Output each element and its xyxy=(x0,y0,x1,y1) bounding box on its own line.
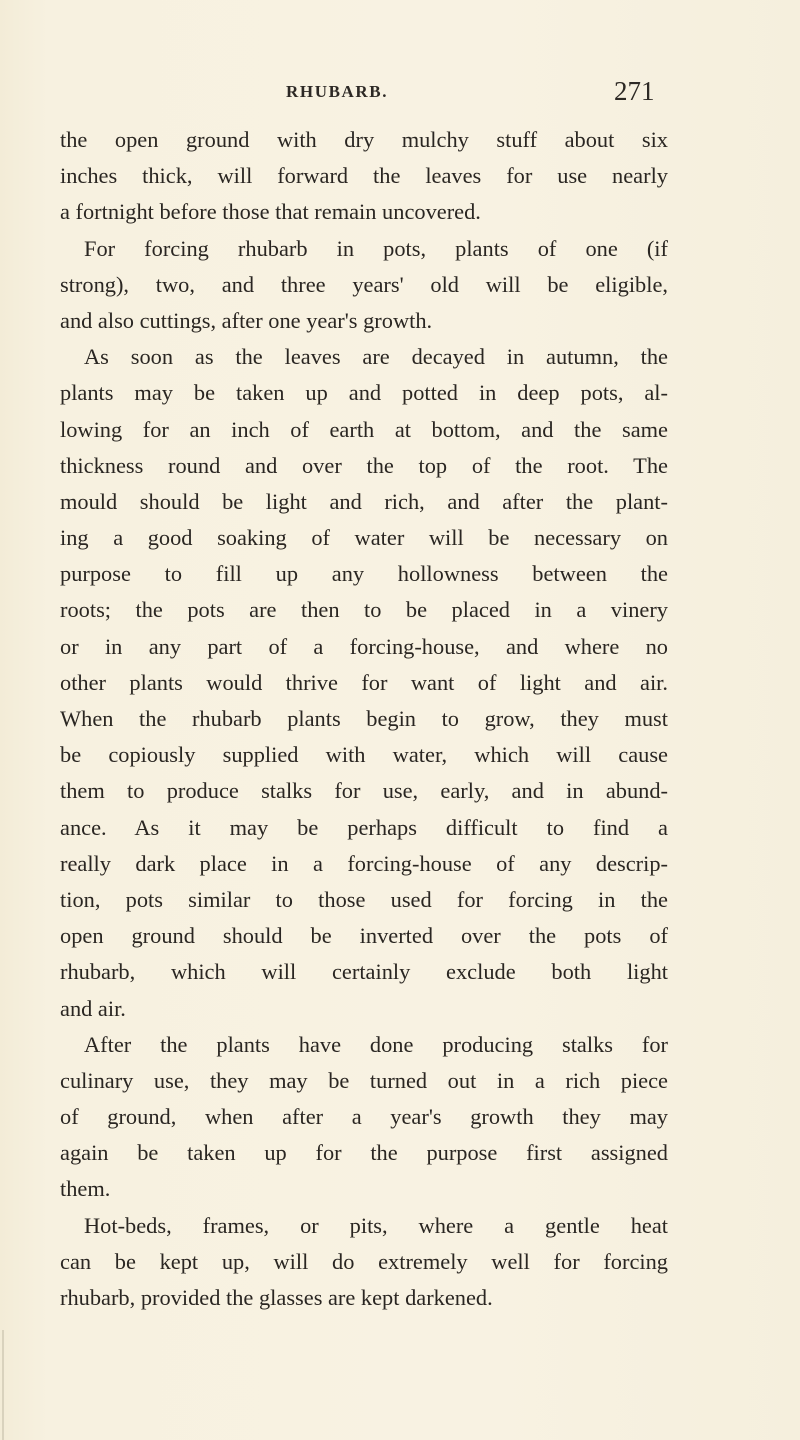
text-line: again be taken up for the purpose first assigned xyxy=(60,1140,668,1166)
text-line: tion, pots similar to those used for forcing in the xyxy=(60,886,668,912)
text-line: roots; the pots are then to be placed in a vinery xyxy=(60,597,668,623)
body-text xyxy=(60,122,668,1316)
text-line: culinary use, they may be turned out in a rich piece xyxy=(60,1067,668,1093)
running-head: RHUBARB. xyxy=(286,82,389,101)
text-line: purpose to fill up any hollowness between the xyxy=(60,561,668,587)
text-line: really dark place in a forcing-house of any descrip- xyxy=(60,850,668,876)
text-line: them to produce stalks for use, early, and in abund- xyxy=(60,778,668,804)
text-line: For forcing rhubarb in pots, plants of one (if xyxy=(84,235,668,261)
text-line: and air. xyxy=(60,995,126,1021)
text-line: After the plants have done producing stalks for xyxy=(84,1031,668,1057)
text-line: inches thick, will forward the leaves for use nearly xyxy=(60,163,668,189)
text-line: other plants would thrive for want of light and air. xyxy=(60,669,668,695)
text-line: rhubarb, which will certainly exclude both light xyxy=(60,959,668,985)
text-line: ance. As it may be perhaps difficult to find a xyxy=(60,814,668,840)
text-line: thickness round and over the top of the root. The xyxy=(60,452,668,478)
text-line: them. xyxy=(60,1176,111,1202)
page-edge-mark xyxy=(2,1330,4,1440)
text-line: Hot-beds, frames, or pits, where a gentle heat xyxy=(84,1212,668,1238)
text-line: be copiously supplied with water, which will cause xyxy=(60,742,668,768)
text-line: plants may be taken up and potted in deep pots, al- xyxy=(60,380,668,406)
text-line: or in any part of a forcing-house, and where no xyxy=(60,633,668,659)
text-line: ing a good soaking of water will be necessary on xyxy=(60,525,668,551)
text-line: When the rhubarb plants begin to grow, they must xyxy=(60,706,668,731)
page-number: 271 xyxy=(614,76,655,106)
text-line: can be kept up, will do extremely well for forcing xyxy=(60,1248,668,1274)
text-line: the open ground with dry mulchy stuff about six xyxy=(60,127,668,152)
text-line: and also cuttings, after one year's growth. xyxy=(60,307,433,333)
text-line: strong), two, and three years' old will be eligible, xyxy=(60,271,668,297)
text-line: open ground should be inverted over the pots of xyxy=(60,923,668,949)
text-line: a fortnight before those that remain uncovered. xyxy=(60,199,481,225)
text-line: of ground, when after a year's growth they may xyxy=(60,1104,668,1130)
text-line: As soon as the leaves are decayed in autumn, the xyxy=(84,344,668,370)
text-line: mould should be light and rich, and after the plant- xyxy=(60,488,668,514)
text-line: lowing for an inch of earth at bottom, and the same xyxy=(60,416,668,442)
text-line: rhubarb, provided the glasses are kept darkened. xyxy=(60,1285,493,1310)
